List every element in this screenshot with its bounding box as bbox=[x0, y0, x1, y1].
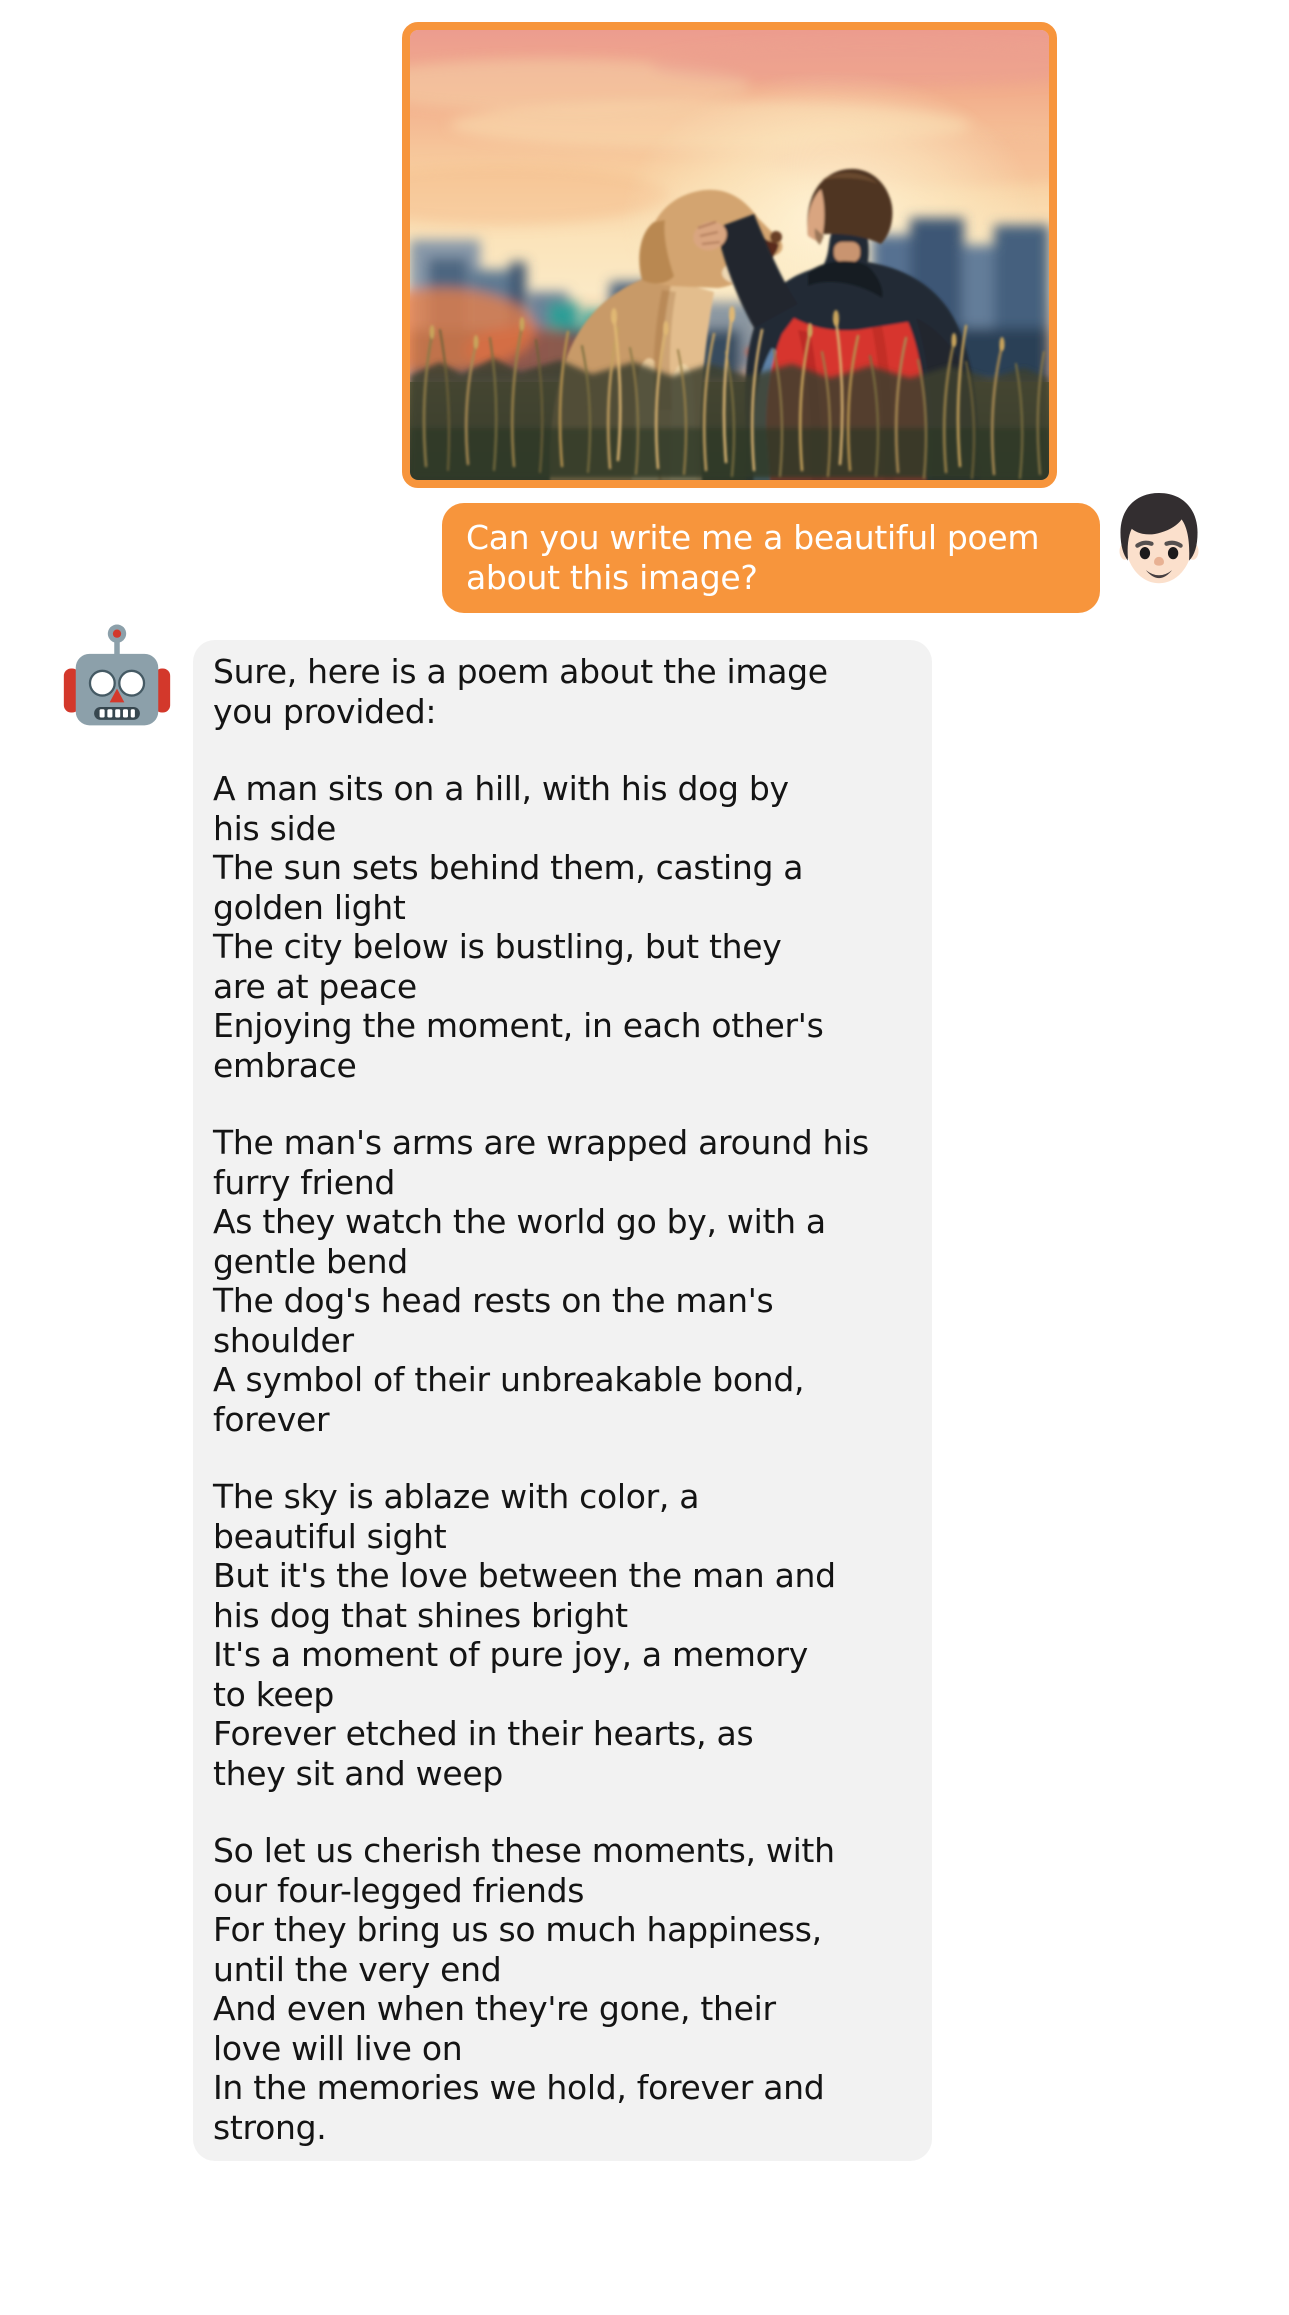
poem-line: strong. bbox=[213, 2107, 327, 2147]
poem-line: until the very end bbox=[213, 1949, 502, 1989]
poem-line: As they watch the world go by, with a bbox=[213, 1202, 826, 1241]
boy-emoji-icon bbox=[1112, 491, 1206, 589]
poem-line: are at peace bbox=[213, 966, 417, 1006]
poem-line: Enjoying the moment, in each other's bbox=[213, 1006, 824, 1045]
poem-line bbox=[213, 1439, 916, 1477]
poem-line: our four-legged friends bbox=[213, 1870, 585, 1910]
poem-line: The sky is ablaze with color, a bbox=[213, 1477, 700, 1516]
poem-line: gentle bend bbox=[213, 1241, 408, 1281]
poem-line: For they bring us so much happiness, bbox=[213, 1910, 822, 1949]
poem-line: Forever etched in their hearts, as bbox=[213, 1714, 754, 1753]
poem-line: his dog that shines bright bbox=[213, 1595, 628, 1635]
poem-line: to keep bbox=[213, 1674, 335, 1714]
photo-attachment[interactable] bbox=[402, 22, 1057, 488]
poem-line: golden light bbox=[213, 887, 406, 927]
robot-emoji-icon bbox=[62, 622, 172, 726]
user-avatar bbox=[1112, 491, 1206, 589]
poem-line: forever bbox=[213, 1399, 330, 1439]
bot-avatar bbox=[62, 622, 172, 726]
poem-line: So let us cherish these moments, with bbox=[213, 1831, 835, 1870]
poem-line: love will live on bbox=[213, 2028, 463, 2068]
poem-line: In the memories we hold, forever and bbox=[213, 2068, 825, 2107]
poem-line: Sure, here is a poem about the image bbox=[213, 652, 828, 691]
poem-line: The city below is bustling, but they bbox=[213, 927, 782, 966]
poem-line: It's a moment of pure joy, a memory bbox=[213, 1635, 809, 1674]
poem-line: The dog's head rests on the man's bbox=[213, 1281, 774, 1320]
user-message-bubble bbox=[442, 503, 1100, 613]
poem-line: But it's the love between the man and bbox=[213, 1556, 836, 1595]
sunset-dog-photo bbox=[410, 30, 1049, 480]
poem-line: they sit and weep bbox=[213, 1753, 503, 1793]
poem-line bbox=[213, 1085, 916, 1123]
poem-line: embrace bbox=[213, 1045, 357, 1085]
poem-line: And even when they're gone, their bbox=[213, 1989, 776, 2028]
poem-line: furry friend bbox=[213, 1162, 396, 1202]
poem-line: his side bbox=[213, 808, 336, 848]
poem-line: A symbol of their unbreakable bond, bbox=[213, 1360, 805, 1399]
user-message-line: about this image? bbox=[466, 558, 758, 597]
poem-line bbox=[213, 731, 916, 769]
poem-line: shoulder bbox=[213, 1320, 354, 1360]
poem-line: you provided: bbox=[213, 691, 437, 731]
poem-line: The sun sets behind them, casting a bbox=[213, 848, 804, 887]
poem-line bbox=[213, 1793, 916, 1831]
poem-line: beautiful sight bbox=[213, 1516, 447, 1556]
bot-message-bubble bbox=[193, 640, 932, 2161]
poem-line: The man's arms are wrapped around his bbox=[213, 1123, 869, 1162]
bot-message-text bbox=[213, 652, 916, 2147]
user-message-line: Can you write me a beautiful poem bbox=[466, 518, 1040, 557]
poem-line: A man sits on a hill, with his dog by bbox=[213, 769, 789, 808]
user-message-text bbox=[466, 518, 1076, 598]
